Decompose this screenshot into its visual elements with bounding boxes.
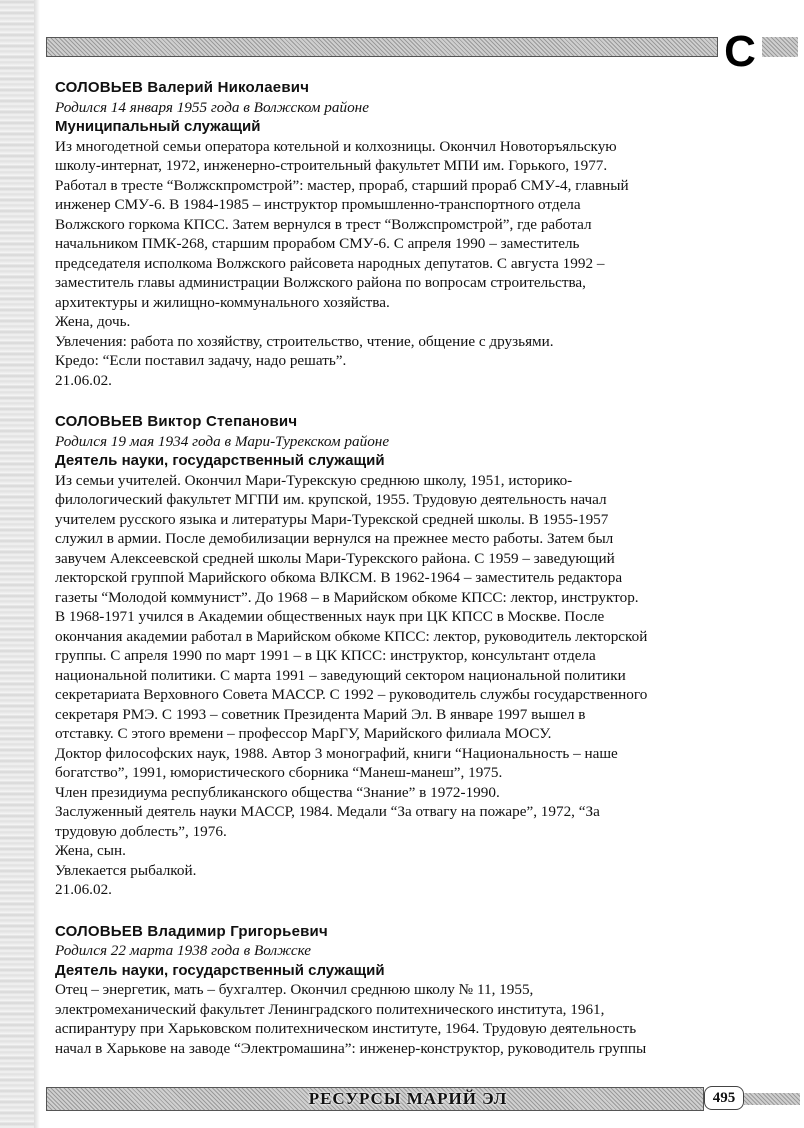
biography-entry	[55, 922, 755, 1059]
text-line: школу-интернат, 1972, инженерно-строительный факультет МПИ им. Горького, 1977.	[55, 157, 608, 174]
page-content	[55, 78, 755, 1080]
biography-text	[55, 980, 755, 1058]
text-line: богатство”, 1991, юмористического сборника “Манеш-манеш”, 1975.	[55, 764, 503, 781]
text-line: инженер СМУ-6. В 1984-1985 – инструктор промышленно-транспортного отдела	[55, 196, 581, 213]
text-line: архитектуры и жилищно-коммунального хозяйства.	[55, 293, 390, 311]
text-line: газеты “Молодой коммунист”. До 1968 – в Марийском обкоме КПСС: лектор, инструктор.	[55, 588, 639, 606]
occupation: Деятель науки, государственный служащий	[55, 452, 385, 469]
occupation: Деятель науки, государственный служащий	[55, 961, 385, 979]
text-line: аспирантуру при Харьковском политехническом институте, 1964. Трудовую деятельность	[55, 1020, 637, 1037]
scan-edge-shadow	[34, 0, 40, 1128]
birth-info: Родился 22 марта 1938 года в Волжске	[55, 942, 312, 959]
text-line: лекторской группой Марийского обкома ВЛКСМ. В 1962-1964 – заместитель редактора	[55, 569, 623, 586]
text-line: отставку. С этого времени – профессор МарГУ, Марийского филиала МОСУ.	[55, 725, 552, 742]
text-line: электромеханический факультет Ленинградского политехнического института, 1961,	[55, 1000, 605, 1018]
section-letter: С	[718, 26, 762, 78]
text-line: группы. С апреля 1990 по март 1991 – в ЦК КПСС: инструктор, консультант отдела	[55, 647, 596, 664]
birth-info: Родился 14 января 1955 года в Волжском районе	[55, 98, 369, 116]
text-line: секретаря РМЭ. С 1993 – советник Президента Марий Эл. В январе 1997 вышел в	[55, 705, 586, 723]
text-line: секретариата Верховного Совета МАССР. С 1992 – руководитель службы государственного	[55, 686, 648, 703]
text-line: Увлечения: работа по хозяйству, строительство, чтение, общение с друзьями.	[55, 332, 554, 350]
text-line: завучем Алексеевской средней школы Мари-Турекского района. С 1959 – заведующий	[55, 549, 615, 567]
text-line: служил в армии. После демобилизации вернулся на прежнее место работы. Затем был	[55, 530, 614, 547]
text-line: заместитель главы администрации Волжского района по вопросам строительства,	[55, 274, 586, 291]
text-line: Жена, дочь.	[55, 313, 131, 330]
text-line: Отец – энергетик, мать – бухгалтер. Окончил среднюю школу № 11, 1955,	[55, 981, 534, 998]
text-line: Работал в тресте “Волжскпромстрой”: мастер, прораб, старший прораб СМУ-4, главный	[55, 176, 629, 194]
text-line: национальной политики. С марта 1991 – заведующий сектором национальной политики	[55, 666, 626, 684]
text-line: 21.06.02.	[55, 371, 112, 389]
text-line: учителем русского языка и литературы Мари-Турекской средней школы. В 1955-1957	[55, 510, 609, 528]
text-line: Увлекается рыбалкой.	[55, 861, 197, 879]
text-line: В 1968-1971 учился в Академии общественных наук при ЦК КПСС в Москве. После	[55, 608, 605, 625]
biography-entry	[55, 78, 755, 390]
text-line: 21.06.02.	[55, 881, 112, 898]
text-line: Из семьи учителей. Окончил Мари-Турекскую среднюю школу, 1951, историко-	[55, 471, 573, 489]
text-line: Доктор философских наук, 1988. Автор 3 монографий, книги “Национальность – наше	[55, 744, 618, 762]
text-line: Кредо: “Если поставил задачу, надо решать”.	[55, 352, 347, 369]
person-name: СОЛОВЬЕВ Виктор Степанович	[55, 413, 298, 430]
text-line: председателя исполкома Волжского райсовета народных депутатов. С августа 1992 –	[55, 254, 605, 272]
text-line: Из многодетной семьи оператора котельной и колхозницы. Окончил Новоторъяльскую	[55, 137, 617, 155]
text-line: Заслуженный деятель науки МАССР, 1984. Медали “За отвагу на пожаре”, 1972, “За	[55, 803, 600, 820]
text-line: филологический факультет МГПИ им. крупской, 1955. Трудовую деятельность начал	[55, 491, 607, 508]
text-line: Волжского горкома КПСС. Затем вернулся в трест “Волжспромстрой”, где работал	[55, 215, 592, 233]
text-line: начал в Харькове на заводе “Электромашина”: инженер-конструктор, руководитель группы	[55, 1039, 647, 1057]
text-line: начальником ПМК-268, старшим прорабом СМУ-6. С апреля 1990 – заместитель	[55, 235, 580, 252]
page-number: 495	[704, 1086, 744, 1110]
text-line: Жена, сын.	[55, 842, 126, 859]
header-bar	[46, 37, 718, 57]
person-name: СОЛОВЬЕВ Владимир Григорьевич	[55, 922, 328, 940]
text-line: трудовую доблесть”, 1976.	[55, 822, 227, 840]
birth-info: Родился 19 мая 1934 года в Мари-Турекском районе	[55, 432, 390, 450]
text-line: окончания академии работал в Марийском обкоме КПСС: лектор, руководитель лекторской	[55, 627, 648, 645]
biography-text	[55, 137, 755, 391]
occupation: Муниципальный служащий	[55, 118, 261, 135]
biography-entry	[55, 412, 755, 900]
footer-title: РЕСУРСЫ МАРИЙ ЭЛ	[308, 1089, 508, 1108]
text-line: Член президиума республиканского общества “Знание” в 1972-1990.	[55, 783, 500, 801]
biography-text	[55, 471, 755, 900]
footer-bar-tail	[744, 1093, 800, 1105]
scan-edge	[0, 0, 34, 1128]
person-name: СОЛОВЬЕВ Валерий Николаевич	[55, 79, 310, 96]
